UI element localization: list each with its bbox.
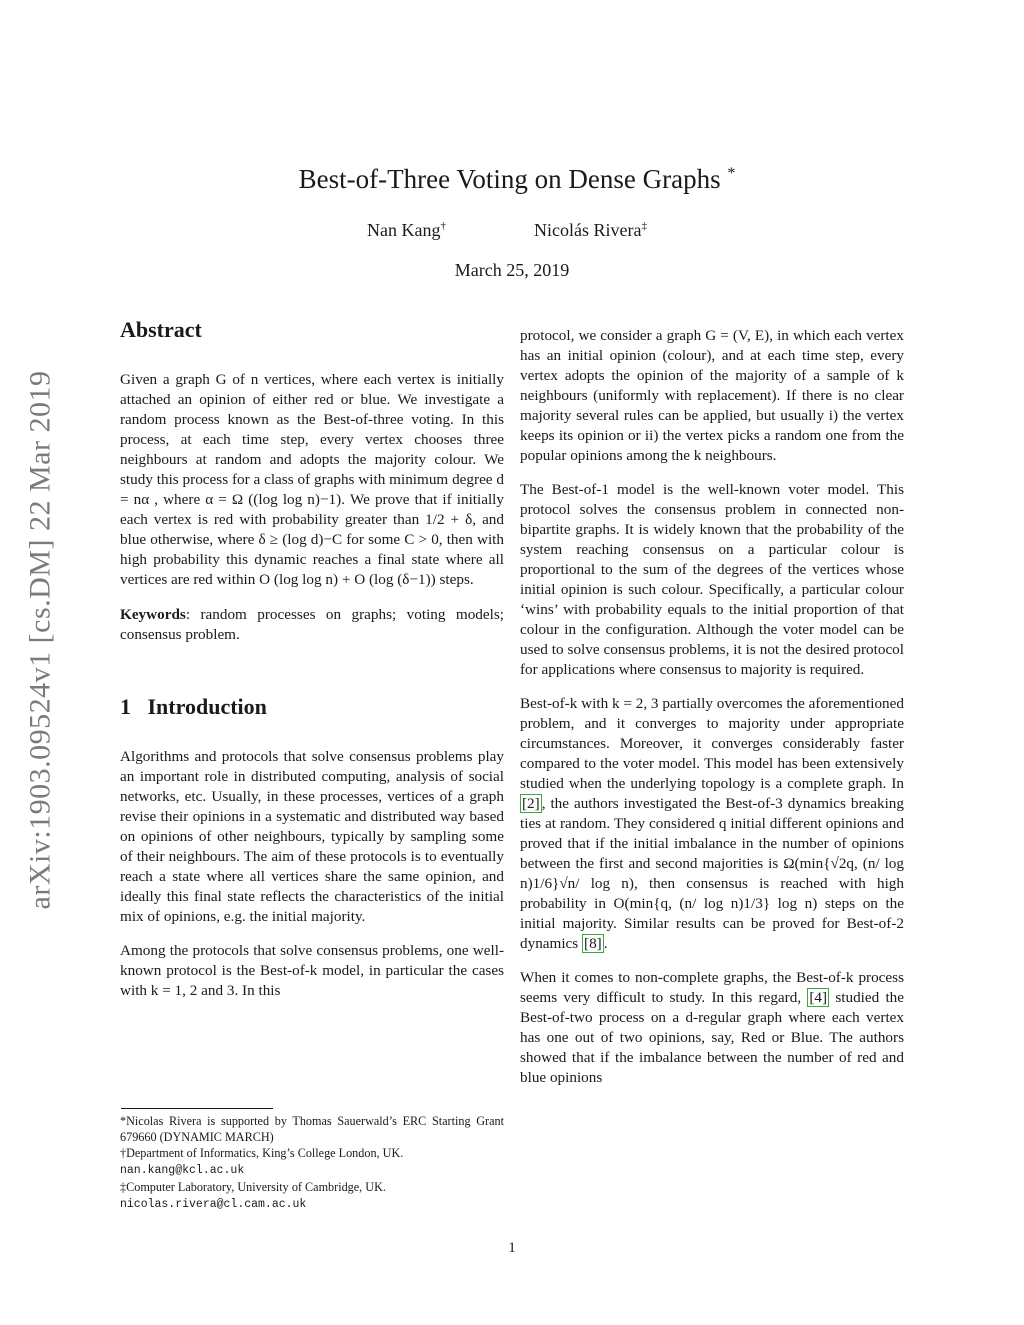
author-1 (367, 220, 446, 241)
paragraph-protocol: protocol, we consider a graph G = (V, E), in which each vertex has an initial opinion (colour), and at each time step, every vertex adopts the opinion of the majority of a sample of k neighbours (uniformly with replacement). If there is no clear majority several rules can be applied, but usually i) the vertex keeps its opinion or ii) the vertex picks a random one from the popular opinions among the k neighbours. (520, 327, 904, 464)
intro-paragraph-2: Among the protocols that solve consensus problems, one well-known protocol is the Best-of-k model, in particular the cases with k = 1, 2 and 3. In this (120, 942, 504, 999)
paper-title: Best-of-Three Voting on Dense Graphs * (298, 164, 736, 194)
citation-link[interactable]: [4] (809, 989, 828, 1006)
footnotes (120, 1113, 504, 1213)
page-number: 1 (508, 1240, 516, 1256)
email-link[interactable]: nicolas.rivera@cl.cam.ac.uk (120, 1198, 307, 1211)
paragraph-non-complete: When it comes to non-complete graphs, the Best-of-k process seems very difficult to study. In this regard, [4] studied the Best-of-two process on a d-regular graph where each vertex has one out of two opinions, say, Red or Blue. The authors showed that if the imbalance between the number of red and blue opinions (520, 969, 905, 1086)
author-name: Nicolás Rivera (534, 220, 642, 240)
section-heading (120, 694, 504, 719)
footnote-rule (121, 1108, 273, 1109)
author-mark: † (440, 220, 446, 232)
title-footnote-mark: * (727, 165, 736, 182)
author-name: Nan Kang (367, 220, 441, 240)
author-mark: ‡ (641, 220, 647, 232)
right-column (520, 326, 904, 1088)
keywords-label: Keywords (120, 606, 186, 623)
arxiv-id: arXiv:1903.09524v1 [cs.DM] 22 Mar 2019 (23, 370, 56, 910)
footnote-2: †Department of Informatics, King’s College London, UK. nan.kang@kcl.ac.uk (120, 1146, 404, 1177)
arxiv-sidebar (10, 340, 70, 940)
citation-link[interactable]: [2] (522, 795, 540, 812)
email-link[interactable]: nan.kang@kcl.ac.uk (120, 1164, 245, 1177)
footnote-1: *Nicolas Rivera is supported by Thomas Sauerwald’s ERC Starting Grant 679660 (DYNAMIC MARCH) (120, 1114, 504, 1144)
left-column (120, 317, 504, 1001)
abstract-text: Given a graph G of n vertices, where each vertex is initially attached an opinion of either red or blue. We investigate a random process known as the Best-of-three voting. In this process, at each time step, every vertex chooses three neighbours at random and adopts the majority colour. We study this process for a class of graphs with minimum degree d = nα , where α = Ω ((log log n)−1). We prove that if initially each vertex is red with probability greater than 1/2 + δ, and blue otherwise, where δ ≥ (log d)−C for some C > 0, then with high probability this dynamic reaches a final state where all vertices are red within O (log log n) + O (log (δ−1)) steps. (120, 371, 504, 588)
section-number: 1 (120, 694, 131, 719)
paper-date: March 25, 2019 (454, 260, 570, 280)
keywords-text: : random processes on graphs; voting models; consensus problem. (120, 606, 504, 643)
abstract-heading: Abstract (120, 317, 202, 342)
paragraph-best-of-k: Best-of-k with k = 2, 3 partially overcomes the aforementioned problem, and it converges to majority under appropriate circumstances. Moreover, it converges considerably faster compared to the voter model. This model has been extensively studied when the underlying topology is a complete graph. In [2] , the authors investigated the Best-of-3 dynamics breaking ties at random. They considered q initial different opinions and proved that if the initial imbalance in the number of opinions between the first and second majorities is Ω(min{√2q, (n/ log n)1/6}√n/ log n), then consensus is reached with high probability in O(min{q, (n/ log n)1/3} log n) steps on the initial majority. Similar results can be proved for Best-of-2 dynamics [8] . (520, 695, 904, 952)
keywords (120, 605, 504, 645)
intro-paragraph-1: Algorithms and protocols that solve consensus problems play an important role in distributed computing, analysis of social networks, etc. Usually, in these processes, vertices of a graph revise their opinions in a systematic and distributed way based on opinions of other neighbours, typically by sampling some of their neighbours. The aim of these protocols is to eventually reach a state where all vertices share the same opinion, and ideally this final state reflects the characteristics of the initial mix of opinions, e.g. the initial majority. (120, 748, 504, 925)
paragraph-voter-model: The Best-of-1 model is the well-known voter model. This protocol solves the consensus problem in connected non-bipartite graphs. It is widely known that the probability of the system reaching consensus on a particular colour is proportional to the sum of the degrees of the vertices whose initial opinion is such colour. Specifically, a particular colour ‘wins’ with probability equals to the initial proportion of that colour in the configuration. Although the voter model can be used to solve consensus problems, it is not the desired protocol for applications where consensus to majority is required. (520, 481, 904, 678)
footnote-3: ‡Computer Laboratory, University of Cambridge, UK. nicolas.rivera@cl.cam.ac.uk (120, 1180, 386, 1211)
citation-link[interactable]: [8] (584, 935, 602, 952)
section-title: Introduction (147, 694, 267, 719)
author-2 (534, 220, 647, 241)
